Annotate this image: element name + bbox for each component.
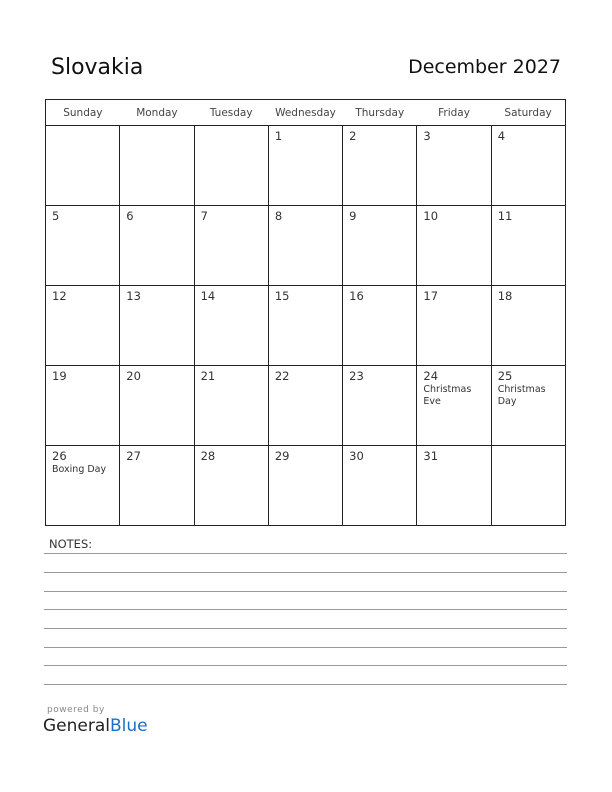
weekday-header: Thursday bbox=[343, 100, 417, 126]
calendar-grid bbox=[45, 99, 566, 526]
day-cell bbox=[491, 366, 565, 446]
day-number: 1 bbox=[274, 129, 283, 143]
day-number: 17 bbox=[423, 289, 439, 303]
week-row bbox=[46, 446, 566, 526]
notes-line bbox=[44, 647, 567, 648]
day-cell bbox=[268, 126, 342, 206]
logo-general: General bbox=[43, 716, 110, 736]
powered-by: powered by bbox=[47, 705, 105, 715]
day-number: 27 bbox=[126, 449, 141, 463]
weekday-header: Friday bbox=[417, 100, 491, 126]
day-cell bbox=[491, 286, 565, 366]
day-cell bbox=[417, 126, 491, 206]
generalblue-logo bbox=[43, 716, 148, 736]
day-cell bbox=[417, 366, 491, 446]
day-number: 9 bbox=[349, 209, 357, 223]
weekday-header: Monday bbox=[120, 100, 194, 126]
day-cell bbox=[120, 366, 194, 446]
day-cell bbox=[194, 206, 268, 286]
day-cell bbox=[343, 446, 417, 526]
day-cell bbox=[46, 206, 120, 286]
week-row bbox=[46, 126, 566, 206]
day-number: 21 bbox=[200, 369, 216, 383]
notes-line bbox=[44, 572, 567, 573]
day-number: 18 bbox=[497, 289, 513, 303]
day-number: 10 bbox=[423, 209, 439, 223]
weekday-header: Tuesday bbox=[194, 100, 268, 126]
day-number: 12 bbox=[52, 289, 67, 303]
notes-line bbox=[44, 684, 567, 685]
day-cell bbox=[417, 206, 491, 286]
notes-line bbox=[44, 628, 567, 629]
holiday-label: Christmas Eve bbox=[423, 384, 472, 407]
day-cell bbox=[268, 366, 342, 446]
day-number: 5 bbox=[52, 209, 60, 223]
holiday-label: Boxing Day bbox=[52, 464, 107, 475]
day-number: 15 bbox=[274, 289, 290, 303]
day-number: 22 bbox=[274, 369, 290, 383]
notes-line bbox=[44, 665, 567, 666]
day-cell bbox=[120, 206, 194, 286]
day-cell bbox=[491, 446, 565, 526]
notes-line bbox=[44, 609, 567, 610]
weekday-header: Wednesday bbox=[268, 100, 342, 126]
day-cell bbox=[268, 286, 342, 366]
day-cell bbox=[268, 206, 342, 286]
day-cell bbox=[46, 366, 120, 446]
day-number: 13 bbox=[126, 289, 141, 303]
day-cell bbox=[46, 446, 120, 526]
logo-blue: Blue bbox=[110, 716, 148, 736]
day-number: 20 bbox=[126, 369, 141, 383]
day-cell bbox=[120, 126, 194, 206]
day-cell bbox=[491, 206, 565, 286]
country-title: Slovakia bbox=[51, 55, 144, 80]
notes-label: NOTES: bbox=[49, 537, 93, 551]
day-cell bbox=[46, 286, 120, 366]
notes-line bbox=[44, 553, 567, 554]
day-number: 14 bbox=[200, 289, 216, 303]
day-number: 7 bbox=[200, 209, 208, 223]
day-cell bbox=[268, 446, 342, 526]
day-number: 24 bbox=[423, 369, 439, 383]
day-cell bbox=[194, 366, 268, 446]
month-title: December 2027 bbox=[408, 56, 561, 78]
day-number: 6 bbox=[126, 209, 134, 223]
day-number: 29 bbox=[274, 449, 290, 463]
day-number: 8 bbox=[274, 209, 283, 223]
week-row bbox=[46, 206, 566, 286]
day-number: 2 bbox=[349, 129, 357, 143]
day-cell bbox=[343, 126, 417, 206]
week-row bbox=[46, 366, 566, 446]
weekday-header: Sunday bbox=[46, 100, 120, 126]
day-number: 28 bbox=[200, 449, 216, 463]
day-number: 11 bbox=[497, 209, 513, 223]
holiday-label: Christmas Day bbox=[497, 384, 546, 407]
day-number: 25 bbox=[497, 369, 513, 383]
day-number: 16 bbox=[349, 289, 364, 303]
day-number: 23 bbox=[349, 369, 364, 383]
day-number: 4 bbox=[497, 129, 506, 143]
day-cell bbox=[343, 206, 417, 286]
weekday-header: Saturday bbox=[491, 100, 565, 126]
day-number: 30 bbox=[349, 449, 364, 463]
day-cell bbox=[343, 286, 417, 366]
day-number: 3 bbox=[423, 129, 431, 143]
day-cell bbox=[46, 126, 120, 206]
day-cell bbox=[491, 126, 565, 206]
day-cell bbox=[120, 286, 194, 366]
day-cell bbox=[343, 366, 417, 446]
day-cell bbox=[417, 286, 491, 366]
day-number: 26 bbox=[52, 449, 67, 463]
day-number: 19 bbox=[52, 369, 67, 383]
week-row bbox=[46, 286, 566, 366]
day-cell bbox=[120, 446, 194, 526]
day-cell bbox=[194, 286, 268, 366]
notes-line bbox=[44, 591, 567, 592]
day-cell bbox=[194, 446, 268, 526]
day-cell bbox=[194, 126, 268, 206]
day-number: 31 bbox=[423, 449, 439, 463]
day-cell bbox=[417, 446, 491, 526]
